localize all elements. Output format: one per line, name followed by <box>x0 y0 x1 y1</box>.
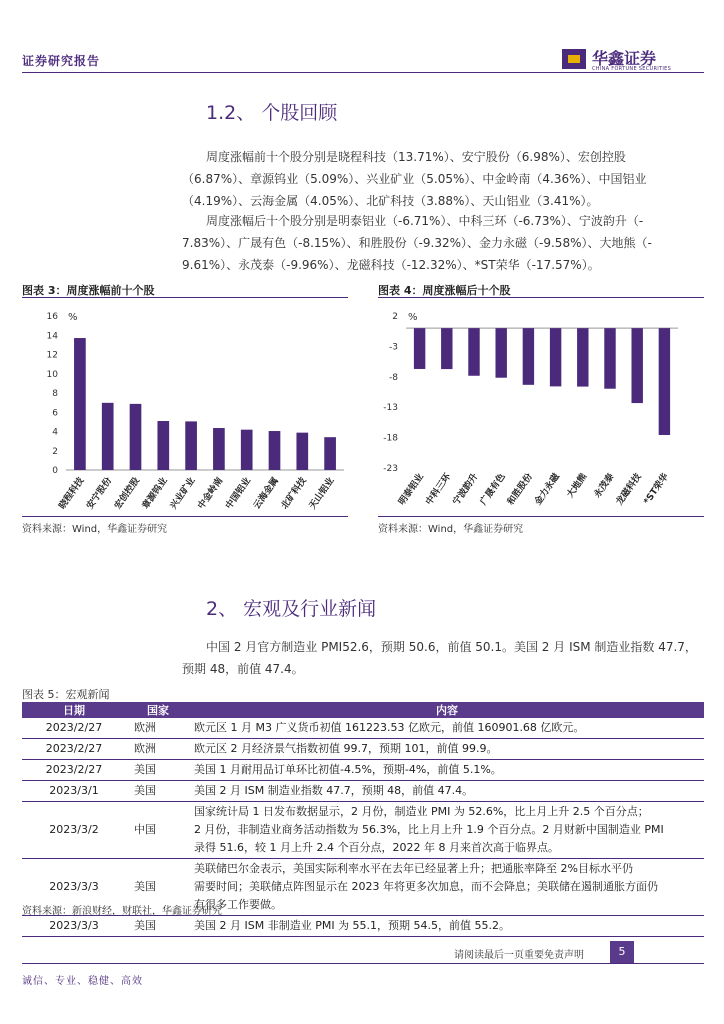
paragraph-macro-summary <box>182 636 702 680</box>
cell-content <box>190 718 704 739</box>
x-tick-label: 天山铝业 <box>307 475 337 512</box>
paragraph-line: 9.61%）、永茂泰（-9.96%）、龙磁科技（-12.32%）、*ST荣华（-17.57%）。 <box>182 258 600 272</box>
bar-天山铝业 <box>324 437 336 470</box>
cell-country: 美国 <box>126 859 190 916</box>
page-number: 5 <box>610 941 634 963</box>
cell-date: 2023/3/3 <box>22 916 126 937</box>
table-row <box>22 916 704 937</box>
x-tick-label: 宏创控股 <box>113 475 142 512</box>
bar-宁波韵升 <box>468 328 479 376</box>
bar-永茂泰 <box>604 328 615 389</box>
y-tick-label: 10 <box>46 369 58 380</box>
cell-content <box>190 760 704 781</box>
logo-name: 华鑫证券 <box>592 49 657 68</box>
bar-宏创控股 <box>130 404 142 470</box>
x-tick-label: 晓程科技 <box>57 475 87 512</box>
bar-兴业矿业 <box>185 421 197 470</box>
bar-云海金属 <box>269 431 281 470</box>
y-tick-label: -3 <box>389 342 398 353</box>
company-motto: 诚信、专业、稳健、高效 <box>22 976 143 987</box>
y-tick-label: -18 <box>383 433 398 444</box>
cell-content-line: 需要时间；美联储点阵图显示在 2023 年将更多次加息，而不会降息；美联储在遏制通胀方面仍 <box>194 880 658 893</box>
bar-安宁股份 <box>102 403 114 470</box>
bar-中金岭南 <box>213 428 225 470</box>
cell-country: 中国 <box>126 802 190 859</box>
bar-中国铝业 <box>241 430 253 470</box>
cell-country: 美国 <box>126 781 190 802</box>
x-tick-label: 中国铝业 <box>224 475 254 512</box>
chart3-source: 资料来源：Wind，华鑫证券研究 <box>22 524 168 535</box>
cell-content-line: 美国 2 月 ISM 制造业指数 47.7，预期 48，前值 47.4。 <box>194 784 474 797</box>
paragraph-line: 7.83%）、广晟有色（-8.15%）、和胜股份（-9.32%）、金力永磁（-9.58%）、大地熊（- <box>182 236 652 250</box>
cell-date: 2023/2/27 <box>22 739 126 760</box>
x-tick-label: *ST荣华 <box>642 471 671 507</box>
chart3-top-divider <box>22 297 348 298</box>
x-tick-label: 北矿科技 <box>279 475 309 512</box>
chart4-top-losers <box>378 300 704 516</box>
x-tick-label: 兴业矿业 <box>168 475 198 512</box>
paragraph-line: （6.87%）、章源钨业（5.09%）、兴业矿业（5.05%）、中金岭南（4.36%）、中国铝业 <box>182 172 647 186</box>
cell-content <box>190 739 704 760</box>
cell-content-line: 有很多工作要做。 <box>194 898 282 911</box>
table-source: 资料来源：新浪财经，财联社，华鑫证券研究 <box>22 906 222 917</box>
cell-content-line: 2 月份，非制造业商务活动指数为 56.3%，比上月上升 1.9 个百分点。2 月财新中国制造业 PMI <box>194 823 664 836</box>
header-date: 日期 <box>22 702 126 718</box>
chart4-title: 图表 4：周度涨幅后十个股 <box>378 284 511 297</box>
table-row <box>22 760 704 781</box>
y-tick-label: 4 <box>52 427 58 438</box>
cell-content <box>190 916 704 937</box>
table-caption: 图表 5：宏观新闻 <box>22 688 110 701</box>
y-tick-label: 2 <box>52 446 58 457</box>
x-tick-label: 大地熊 <box>565 471 590 500</box>
cell-content-line: 美国 2 月 ISM 非制造业 PMI 为 55.1，预期 54.5，前值 55.2。 <box>194 919 511 932</box>
logo-icon <box>562 49 586 69</box>
report-type-label: 证券研究报告 <box>22 54 101 68</box>
bar-广晟有色 <box>495 328 506 378</box>
chart4-source: 资料来源：Wind，华鑫证券研究 <box>378 524 524 535</box>
table-row <box>22 781 704 802</box>
chart3-title: 图表 3：周度涨幅前十个股 <box>22 284 155 297</box>
cell-country: 欧洲 <box>126 718 190 739</box>
y-tick-label: -23 <box>383 464 398 474</box>
section-title-stock-review: 1.2、 个股回顾 <box>206 102 338 124</box>
y-tick-label: 6 <box>52 408 58 419</box>
y-tick-label: 8 <box>52 389 58 399</box>
cell-country: 美国 <box>126 760 190 781</box>
company-logo <box>562 46 692 74</box>
x-tick-label: 中金岭南 <box>196 475 226 512</box>
cell-date: 2023/2/27 <box>22 760 126 781</box>
x-tick-label: 龙磁科技 <box>614 471 644 508</box>
section-title-macro-news: 2、 宏观及行业新闻 <box>206 598 377 620</box>
paragraph-line: （4.19%）、云海金属（4.05%）、北矿科技（3.88%）、天山铝业（3.41%）。 <box>182 194 599 208</box>
header-divider <box>22 72 704 73</box>
cell-content-line: 欧元区 1 月 M3 广义货币初值 161223.53 亿欧元，前值 160901.68 亿欧元。 <box>194 721 585 734</box>
x-tick-label: 章源钨业 <box>140 475 170 512</box>
cell-date: 2023/2/27 <box>22 718 126 739</box>
paragraph-line: 中国 2 月官方制造业 PMI52.6，预期 50.6，前值 50.1。美国 2 月 ISM 制造业指数 47.7， <box>206 640 697 654</box>
x-tick-label: 永茂泰 <box>592 471 617 500</box>
cell-content <box>190 781 704 802</box>
paragraph-line: 周度涨幅前十个股分别是晓程科技（13.71%）、安宁股份（6.98%）、宏创控股 <box>206 150 626 164</box>
cell-content-line: 美联储巴尔金表示，美国实际利率水平在去年已经显著上升；把通胀率降至 2%目标水平仍 <box>194 862 633 875</box>
paragraph-top-gainers <box>182 146 702 212</box>
cell-content-line: 录得 51.6，较 1 月上升 2.4 个百分点，2022 年 8 月来首次高于临界点。 <box>194 841 559 854</box>
bar-和胜股份 <box>523 328 534 385</box>
table-row <box>22 802 704 859</box>
x-tick-label: 宁波韵升 <box>451 471 481 508</box>
cell-date: 2023/3/2 <box>22 802 126 859</box>
cell-content-line: 国家统计局 1 日发布数据显示，2 月份，制造业 PMI 为 52.6%，比上月上升 2.5 个百分点； <box>194 805 649 818</box>
table-header-row <box>22 702 704 718</box>
disclaimer-link[interactable]: 请阅读最后一页重要免责声明 <box>454 950 584 961</box>
bar-明泰铝业 <box>414 328 425 369</box>
cell-date: 2023/3/1 <box>22 781 126 802</box>
bar-晓程科技 <box>74 338 86 470</box>
y-tick-label: 12 <box>46 350 58 361</box>
cell-content <box>190 802 704 859</box>
y-tick-label: -13 <box>383 403 398 414</box>
paragraph-line: 周度涨幅后十个股分别是明泰铝业（-6.71%）、中科三环（-6.73%）、宁波韵升（- <box>206 214 644 228</box>
unit-label: % <box>68 312 78 323</box>
y-tick-label: 14 <box>46 331 58 342</box>
bar-中科三环 <box>441 328 452 369</box>
paragraph-top-losers <box>182 210 702 276</box>
x-tick-label: 广晟有色 <box>478 471 508 508</box>
bar-*ST荣华 <box>659 328 670 435</box>
bar-龙磁科技 <box>631 328 642 403</box>
cell-country: 美国 <box>126 916 190 937</box>
y-tick-label: 0 <box>52 466 58 476</box>
cell-content-line: 欧元区 2 月经济景气指数初值 99.7，预期 101，前值 99.9。 <box>194 742 498 755</box>
cell-country: 欧洲 <box>126 739 190 760</box>
table-row <box>22 739 704 760</box>
chart3-bottom-divider <box>22 516 348 517</box>
cell-date: 2023/3/3 <box>22 859 126 916</box>
header-country: 国家 <box>126 702 190 718</box>
chart3-top-gainers <box>22 300 348 516</box>
y-tick-label: 2 <box>392 312 398 322</box>
x-tick-label: 云海金属 <box>252 475 281 512</box>
x-tick-label: 中科三环 <box>424 471 454 508</box>
table-row <box>22 718 704 739</box>
x-tick-label: 明泰铝业 <box>397 471 427 508</box>
paragraph-line: 预期 48，前值 47.4。 <box>182 662 304 676</box>
logo-subtitle: CHINA FORTUNE SECURITIES <box>592 66 672 72</box>
x-tick-label: 金力永磁 <box>533 471 563 508</box>
x-tick-label: 和胜股份 <box>506 471 535 508</box>
unit-label: % <box>408 312 418 323</box>
y-tick-label: -8 <box>389 372 398 383</box>
footer-divider <box>22 963 704 964</box>
bar-北矿科技 <box>296 433 308 470</box>
cell-content <box>190 859 704 916</box>
bar-章源钨业 <box>157 421 169 470</box>
bar-大地熊 <box>577 328 588 386</box>
chart4-bottom-divider <box>378 516 704 517</box>
x-tick-label: 安宁股份 <box>85 475 115 512</box>
cell-content-line: 美国 1 月耐用品订单环比初值-4.5%，预期-4%，前值 5.1%。 <box>194 763 502 776</box>
y-tick-label: 16 <box>46 312 58 322</box>
header-content: 内容 <box>190 702 704 718</box>
bar-金力永磁 <box>550 328 561 386</box>
chart4-top-divider <box>378 297 704 298</box>
